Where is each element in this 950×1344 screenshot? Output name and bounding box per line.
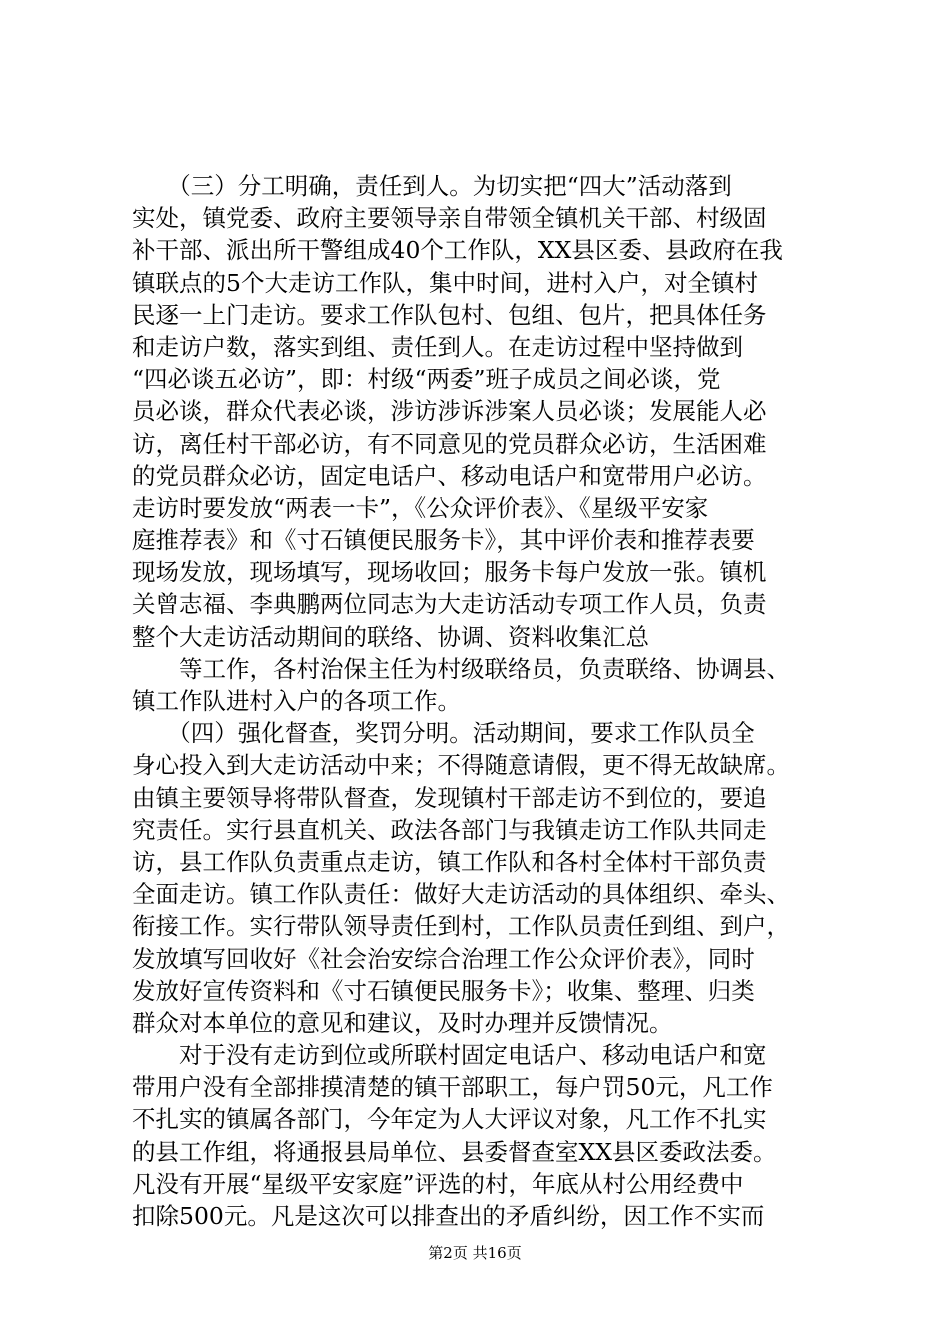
body-text-line: 发放好宣传资料和《寸石镇便民服务卡》；收集、整理、归类 [132,976,755,1005]
body-text-line: 的党员群众必访，固定电话户、移动电话户和宽带用户必访。 [132,461,767,490]
body-text-line: 身心投入到大走访活动中来；不得随意请假，更不得无故缺席。 [132,751,790,780]
body-text-line: 现场发放，现场填写，现场收回；服务卡每户发放一张。镇机 [132,558,767,587]
document-body [132,170,832,1232]
body-text-line: （四）强化督查，奖罚分明。活动期间，要求工作队员全 [132,719,755,748]
body-text-line: 带用户没有全部排摸清楚的镇干部职工，每户罚50元，凡工作 [132,1073,773,1102]
body-text-line: 镇工作队进村入户的各项工作。 [132,687,461,715]
body-text-line: 补干部、派出所干警组成40个工作队，XX县区委、县政府在我 [132,236,783,265]
body-text-line: 访，县工作队负责重点走访，镇工作队和各村全体村干部负责 [132,847,767,876]
body-text-line: 民逐一上门走访。要求工作队包村、包组、包片，把具体任务 [132,300,767,329]
body-text-line: 关曾志福、李典鹏两位同志为大走访活动专项工作人员，负责 [132,590,767,619]
body-text-line: 等工作，各村治保主任为村级联络员，负责联络、协调县、 [132,654,790,683]
body-text-line: 群众对本单位的意见和建议，及时办理并反馈情况。 [132,1008,673,1037]
body-text-line: 衔接工作。实行带队领导责任到村，工作队员责任到组、到户， [132,912,790,941]
body-text-line: 走访时要发放“两表一卡”，《公众评价表》、《星级平安家 [132,493,709,522]
body-text-line: 由镇主要领导将带队督查，发现镇村干部走访不到位的，要追 [132,783,767,812]
page-footer: 第2页 共16页 [428,1244,522,1262]
body-text-line: 扣除500元。凡是这次可以排查出的矛盾纠纷，因工作不实而 [132,1202,765,1230]
body-text-line: 员必谈，群众代表必谈，涉访涉诉涉案人员必谈；发展能人必 [132,397,767,426]
body-text-line: 实处，镇党委、政府主要领导亲自带领全镇机关干部、村级固 [132,204,767,233]
body-text-line: 全面走访。镇工作队责任：做好大走访活动的具体组织、牵头、 [132,880,790,909]
body-text-line: 和走访户数，落实到组、责任到人。在走访过程中坚持做到 [132,332,743,361]
body-text-line: 镇联点的5个大走访工作队，集中时间，进村入户，对全镇村 [132,268,758,297]
body-text-line: 对于没有走访到位或所联村固定电话户、移动电话户和宽 [132,1041,767,1070]
body-text-line: 访，离任村干部必访，有不同意见的党员群众必访，生活困难 [132,429,767,458]
body-text-line: （三）分工明确，责任到人。为切实把“四大”活动落到 [132,172,732,200]
body-text-line: 庭推荐表》和《寸石镇便民服务卡》，其中评价表和推荐表要 [132,526,755,555]
body-text-line: 究责任。实行县直机关、政法各部门与我镇走访工作队共同走 [132,815,767,844]
body-text-line: 不扎实的镇属各部门，今年定为人大评议对象，凡工作不扎实 [132,1105,767,1134]
body-text-line: 的县工作组，将通报县局单位、县委督查室XX县区委政法委。 [132,1137,777,1166]
body-text-line: 凡没有开展“星级平安家庭”评选的村，年底从村公用经费中 [132,1169,744,1198]
body-text-line: 整个大走访活动期间的联络、协调、资料收集汇总 [132,622,649,651]
body-text-line: “四必谈五必访”，即：村级“两委”班子成员之间必谈，党 [132,365,721,394]
body-text-line: 发放填写回收好《社会治安综合治理工作公众评价表》，同时 [132,944,755,973]
